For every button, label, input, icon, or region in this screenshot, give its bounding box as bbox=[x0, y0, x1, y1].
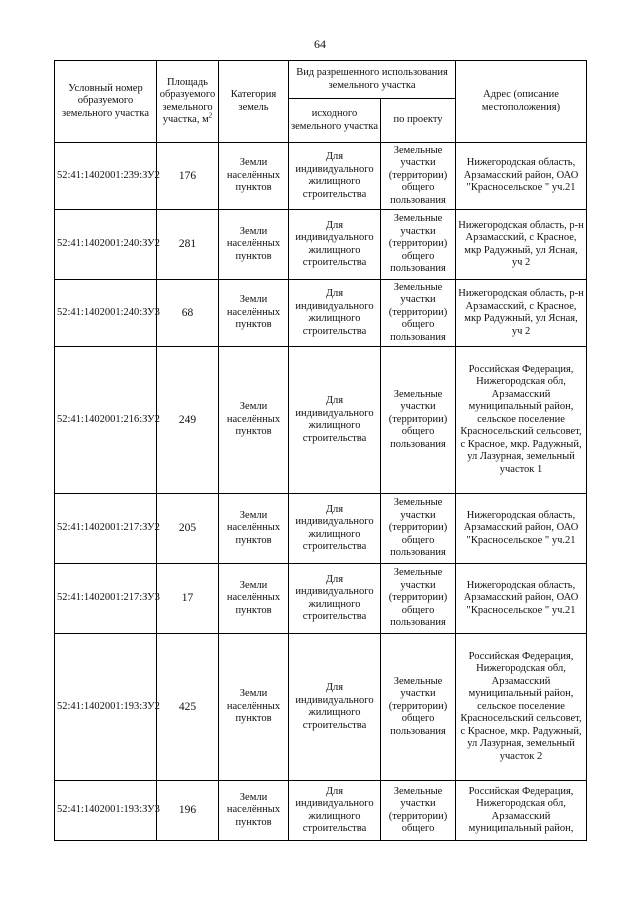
use-original-cell: Для индивидуального жилищного строительства bbox=[289, 494, 381, 564]
header-use-original: исходного земельного участка bbox=[289, 99, 381, 143]
header-use-project: по проекту bbox=[381, 99, 456, 143]
use-project-cell: Земельные участки (территории) общего пользования bbox=[381, 347, 456, 494]
address-cell: Российская Федерация, Нижегородская обл, Арзамасский муниципальный район, сельское поселение Красносельский сельсовет, с Красное, мкр. Радужный, ул Лазурная, земельный участок 1 bbox=[456, 347, 587, 494]
table-row bbox=[55, 494, 587, 564]
address-cell: Российская Федерация, Нижегородская обл, Арзамасский муниципальный район, bbox=[456, 781, 587, 841]
use-original-cell: Для индивидуального жилищного строительства bbox=[289, 210, 381, 280]
parcel-number-cell: 52:41:1402001:216:ЗУ2 bbox=[55, 347, 157, 494]
table-row bbox=[55, 210, 587, 280]
use-original-cell: Для индивидуального жилищного строительства bbox=[289, 564, 381, 634]
page-number: 64 bbox=[314, 37, 326, 51]
parcel-number-cell: 52:41:1402001:193:ЗУ2 bbox=[55, 634, 157, 781]
header-area bbox=[157, 61, 219, 143]
address-cell: Нижегородская область, р-н Арзамасский, с Красное, мкр Радужный, ул Ясная, уч 2 bbox=[456, 280, 587, 347]
use-original-cell: Для индивидуального жилищного строительства bbox=[289, 781, 381, 841]
use-original-cell: Для индивидуального жилищного строительства bbox=[289, 634, 381, 781]
area-cell: 196 bbox=[157, 781, 219, 841]
table-row bbox=[55, 781, 587, 841]
parcel-number-cell: 52:41:1402001:217:ЗУ2 bbox=[55, 494, 157, 564]
header-address: Адрес (описание местоположения) bbox=[456, 61, 587, 143]
table-row bbox=[55, 347, 587, 494]
land-parcels-table bbox=[54, 60, 587, 841]
use-project-cell: Земельные участки (территории) общего пользования bbox=[381, 494, 456, 564]
category-cell: Земли населённых пунктов bbox=[219, 781, 289, 841]
area-cell: 68 bbox=[157, 280, 219, 347]
category-cell: Земли населённых пунктов bbox=[219, 494, 289, 564]
table-row bbox=[55, 143, 587, 210]
category-cell: Земли населённых пунктов bbox=[219, 564, 289, 634]
use-original-cell: Для индивидуального жилищного строительства bbox=[289, 347, 381, 494]
address-cell: Нижегородская область, Арзамасский район, ОАО "Красносельское " уч.21 bbox=[456, 143, 587, 210]
use-project-cell: Земельные участки (территории) общего пользования bbox=[381, 143, 456, 210]
header-parcel-number: Условный номер образуемого земельного участка bbox=[55, 61, 157, 143]
use-project-cell: Земельные участки (территории) общего пользования bbox=[381, 280, 456, 347]
use-project-cell: Земельные участки (территории) общего пользования bbox=[381, 564, 456, 634]
category-cell: Земли населённых пунктов bbox=[219, 280, 289, 347]
header-area-sup: 2 bbox=[208, 111, 213, 120]
use-project-cell: Земельные участки (территории) общего пользования bbox=[381, 210, 456, 280]
address-cell: Нижегородская область, р-н Арзамасский, с Красное, мкр Радужный, ул Ясная, уч 2 bbox=[456, 210, 587, 280]
header-area-label: Площадь образуемого земельного участка, м bbox=[159, 76, 216, 125]
category-cell: Земли населённых пунктов bbox=[219, 143, 289, 210]
parcel-number-cell: 52:41:1402001:240:ЗУ2 bbox=[55, 210, 157, 280]
use-original-cell: Для индивидуального жилищного строительства bbox=[289, 143, 381, 210]
use-project-cell: Земельные участки (территории) общего пользования bbox=[381, 634, 456, 781]
area-cell: 17 bbox=[157, 564, 219, 634]
parcel-number-cell: 52:41:1402001:239:ЗУ2 bbox=[55, 143, 157, 210]
area-cell: 425 bbox=[157, 634, 219, 781]
address-cell: Нижегородская область, Арзамасский район, ОАО "Красносельское " уч.21 bbox=[456, 564, 587, 634]
use-original-cell: Для индивидуального жилищного строительства bbox=[289, 280, 381, 347]
parcel-number-cell: 52:41:1402001:240:ЗУ3 bbox=[55, 280, 157, 347]
parcel-number-cell: 52:41:1402001:193:ЗУ3 bbox=[55, 781, 157, 841]
parcel-number-cell: 52:41:1402001:217:ЗУ3 bbox=[55, 564, 157, 634]
header-permitted-use: Вид разрешенного использования земельного участка bbox=[289, 61, 456, 99]
address-cell: Российская Федерация, Нижегородская обл, Арзамасский муниципальный район, сельское поселение Красносельский сельсовет, с Красное, мкр. Радужный, ул Лазурная, земельный участок 2 bbox=[456, 634, 587, 781]
table-row bbox=[55, 280, 587, 347]
area-cell: 176 bbox=[157, 143, 219, 210]
area-cell: 205 bbox=[157, 494, 219, 564]
area-cell: 281 bbox=[157, 210, 219, 280]
category-cell: Земли населённых пунктов bbox=[219, 347, 289, 494]
table-row bbox=[55, 564, 587, 634]
use-project-cell: Земельные участки (территории) общего bbox=[381, 781, 456, 841]
category-cell: Земли населённых пунктов bbox=[219, 634, 289, 781]
area-cell: 249 bbox=[157, 347, 219, 494]
table-row bbox=[55, 634, 587, 781]
address-cell: Нижегородская область, Арзамасский район, ОАО "Красносельское " уч.21 bbox=[456, 494, 587, 564]
header-category: Категория земель bbox=[219, 61, 289, 143]
category-cell: Земли населённых пунктов bbox=[219, 210, 289, 280]
